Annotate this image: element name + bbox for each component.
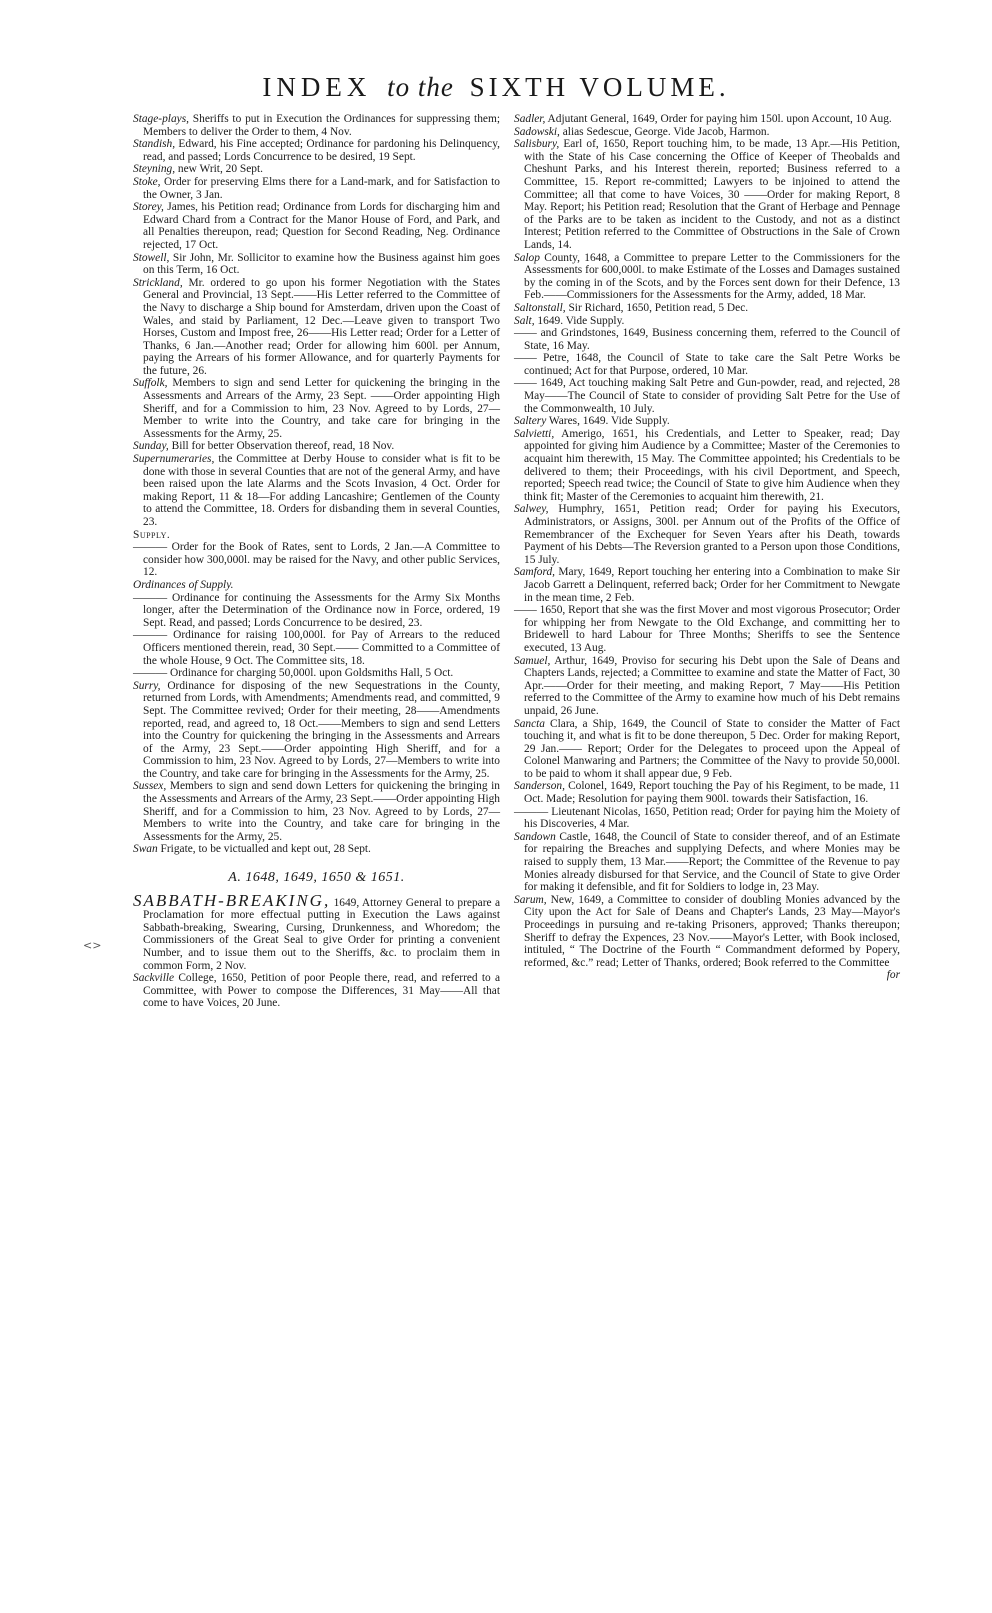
left-column: [133, 113, 500, 1010]
index-entry: [514, 806, 900, 831]
right-entries: [514, 113, 900, 969]
index-entry: [514, 327, 900, 352]
ordinance-entry: ——— Ordinance for charging 50,000l. upon Goldsmiths Hall, 5 Oct.: [133, 667, 454, 680]
entry-text: new Writ, 20 Sept.: [175, 163, 263, 176]
entry-keyword: Salop: [514, 251, 540, 264]
entry-text: Mary, 1649, Report touching her entering into a Combination to make Sir Jacob Garrett a Delinquent, referred back; Order for her Commitment to Newgate in the mean time, 2 Feb.: [524, 566, 900, 604]
right-column: [514, 113, 900, 982]
index-entry: [133, 377, 500, 440]
entry-keyword: Sackville: [133, 972, 175, 985]
entry-keyword: Steyning,: [133, 163, 176, 176]
entry-text: College, 1650, Petition of poor People there, read, and referred to a Committee, with Power to compose the Differences, 31 May——All that come to have Voices, 20 June.: [143, 972, 500, 1010]
entry-keyword: Salwey,: [514, 503, 549, 516]
index-entry: [514, 655, 900, 718]
entry-keyword: Sadowski,: [514, 125, 560, 138]
entry-text: Members to sign and send down Letters for quickening the bringing in the Assessments and Arrears of the Army, 23 Sept.——Order appointing High Sheriff, and for a Commission to him, 23 Nov. Agreed to by Lords, 27—Members to write into the Country, and take care for bringing in the Assessments for the Army, 25.: [143, 780, 500, 843]
index-entry: [514, 718, 900, 781]
entry-keyword: Samford,: [514, 566, 556, 579]
entry-text: County, 1648, a Committee to prepare Letter to the Commissioners for the Assessments for 600,000l. to make Estimate of the Losses and Damages sustained by the coming in of the Scots, and by the Forces sent down for their Defence, 13 Feb.——Commissioners for the Assessments for the Army, added, 18 Mar.: [524, 251, 900, 302]
entry-keyword: Saltonstall,: [514, 301, 566, 314]
index-entry: [514, 302, 900, 315]
entry-text: alias Sedescue, George. Vide Jacob, Harmon.: [559, 125, 770, 138]
entry-text: Mr. ordered to go upon his former Negotiation with the States General and Provincial, 13 Sept.——His Letter referred to the Committee of the Navy to discharge a Ship bound for Amsterdam, driven upon the Coast of Wales, and staid by Parliament, 12 Dec.—Leave given to transport Two Horses, Custom and Impost free, 26——His Letter read; Order for a Letter of Thanks, 6 Jan.—Another read; Order for allowing him 600l. per Annum, paying the Arrears of his former Allowance, and for quarterly Payments for the future, 26.: [143, 276, 500, 377]
header-index-word: INDEX: [262, 72, 372, 102]
index-entry: [133, 252, 500, 277]
entry-keyword: Sandown: [514, 830, 556, 843]
entry-text: Sir John, Mr. Sollicitor to examine how the Business against him goes on this Term, 16 Oct.: [143, 251, 500, 277]
entry-keyword: Stage-plays,: [133, 113, 189, 125]
index-entry: [133, 440, 500, 453]
page-header: [0, 72, 992, 103]
entry-text: Colonel, 1649, Report touching the Pay of his Regiment, to be made, 11 Oct. Made; Resolution for paying them 900l. towards their Satisfaction, 16.: [524, 780, 900, 806]
entry-keyword: Salisbury,: [514, 138, 560, 151]
entry-text: Clara, a Ship, 1649, the Council of State to consider the Matter of Fact touching it, and what is fit to be done thereupon, 5 Dec. Order for making Report, 29 Jan.—— Report; Order for the Delegates to proceed upon the Appeal of Colonel Manwaring and Partners; the Committee of the Navy to provide 50,000l. to be paid to whom it shall appear due, 9 Feb.: [524, 717, 900, 780]
sabbath-keyword: SABBATH-BREAKING,: [133, 890, 331, 910]
entry-text: Arthur, 1649, Proviso for securing his Debt upon the Sale of Deans and Chapters Lands, rejected; a Committee to examine and state the Matter of Fact, 30 Apr.——Order for their meeting, and making Report, 7 May——His Petition referred to the Committee of the Army to examine how much of his Debt remains unpaid, 26 June.: [524, 654, 900, 717]
entry-keyword: Salvietti,: [514, 427, 555, 440]
entry-text: Order for preserving Elms there for a Land-mark, and for Satisfaction to the Owner, 3 Jan.: [143, 175, 500, 201]
entry-text: Castle, 1648, the Council of State to consider thereof, and of an Estimate for repairing the Breaches and supplying Defects, and where Monies may be raised to supply them, 13 Mar.——Report; the Committee of the Revenue to pay Monies already disbursed for that Service, and the Council of State to give Order for making it defensible, and fit for Soldiers to lodge in, 23 May.: [524, 830, 900, 894]
index-entry: [514, 604, 900, 654]
entry-keyword: Sadler,: [514, 113, 546, 125]
index-entry: [133, 138, 500, 163]
entry-text: —— and Grindstones, 1649, Business concerning them, referred to the Council of State, 16 May.: [514, 327, 900, 352]
entry-text: ——— Lieutenant Nicolas, 1650, Petition read; Order for paying him the Moiety of his Discoveries, 4 Mar.: [514, 805, 900, 831]
entry-text: Adjutant General, 1649, Order for paying him 150l. upon Account, 10 Aug.: [545, 113, 892, 125]
ordinances-heading: Ordinances of Supply.: [133, 578, 234, 591]
entry-keyword: Strickland,: [133, 276, 183, 289]
index-entry: [514, 428, 900, 504]
left-entries-3: [133, 972, 500, 1010]
entry-text: Sheriffs to put in Execution the Ordinances for suppressing them; Members to deliver the Order to them, 4 Nov.: [143, 113, 500, 138]
entry-text: Ordinance for disposing of the new Sequestrations in the County, returned from Lords, with Amendments; Amendments read, and committed, 9 Sept. The Committee revived; Order for their meeting, 28——Amendments reported, read, and agreed to, 18 Oct.——Members to sign and send Letters into the Country for quickening the bringing in the Assessments and Arrears of the Army, 23 Sept.——Order appointing High Sheriff, and for a Commission to him, 23 Nov. Agreed to by Lords, 27—Members to write into the Country, and take care for bringing in the Assessments for the Army, 25.: [143, 679, 500, 780]
supply-entry: ——— Order for the Book of Rates, sent to Lords, 2 Jan.—A Committee to consider how 300,000l. may be raised for the Navy, and other public Services, 12.: [133, 541, 500, 579]
entry-text: Edward, his Fine accepted; Ordinance for pardoning his Delinquency, read, and passed; Lords Concurrence to be desired, 19 Sept.: [143, 138, 500, 163]
entry-keyword: Sarum,: [514, 893, 547, 906]
index-entry: [514, 126, 900, 139]
entry-text: —— 1650, Report that she was the first Mover and most vigorous Prosecutor; Order for whipping her from Newgate to the Old Exchange, and committing her to Bridewell to hard Labour for Three Months; Sheriffs to see the Sentence executed, 13 Aug.: [514, 604, 900, 654]
sabbath-entry: [133, 890, 500, 973]
index-entry: [514, 831, 900, 894]
entry-text: Humphry, 1651, Petition read; Order for paying his Executors, Administrators, or Assigns, 300l. per Annum out of the Profits of the Office of Remembrancer of the Exchequer for Seven Years after his Death, towards Payment of his Debts—The Reversion granted to a Person upon those Conditions, 15 July.: [524, 503, 900, 566]
index-entry: [514, 138, 900, 251]
entry-text: Sir Richard, 1650, Petition read, 5 Dec.: [565, 301, 749, 314]
left-entries-2: [133, 680, 500, 856]
entry-keyword: Storey,: [133, 201, 164, 214]
entry-keyword: Samuel,: [514, 654, 551, 667]
index-entry: [514, 315, 900, 328]
entry-keyword: Sussex,: [133, 780, 167, 793]
entry-text: Wares, 1649. Vide Supply.: [546, 415, 670, 428]
entry-text: Bill for better Observation thereof, read, 18 Nov.: [168, 440, 395, 453]
entry-text: Members to sign and send Letter for quickening the bringing in the Assessments and Arrears of the Army, 23 Sept. ——Order appointing High Sheriff, and for a Commission to him, 23 Nov. Agreed to by Lords, 27—Member to write into the Country, and take care for bringing in the Assessments for the Army, 25.: [143, 377, 500, 440]
index-entry: [514, 415, 900, 428]
entry-keyword: Salt,: [514, 314, 535, 327]
entry-text: Frigate, to be victualled and kept out, 28 Sept.: [157, 843, 371, 856]
index-entry: [133, 277, 500, 378]
index-entry: [514, 352, 900, 377]
entry-keyword: Sunday,: [133, 440, 169, 453]
entry-text: James, his Petition read; Ordinance from Lords for discharging him and Edward Chard from a Contract for the Manor House of Ford, and Park, and all Penalties thereupon, read; Question for Second Reading, Neg. Ordinance rejected, 17 Oct.: [143, 201, 500, 251]
margin-mark: <>: [83, 939, 102, 952]
index-entry: [514, 566, 900, 604]
left-entries: [133, 113, 500, 529]
index-entry: [133, 201, 500, 251]
index-entry: [514, 780, 900, 805]
entry-text: New, 1649, a Committee to consider of doubling Monies advanced by the City upon the Act for Sale of Deans and Chapter's Lands, 23 May—Mayor's Proceedings in pursuing and re-taking Prisoners, approved; Thanks thereupon; Sheriff to defray the Expences, 23 Nov.——Mayor's Letter, with Book inclosed, intituled, “ The Doctrine of the Fourth “ Commandment deformed by Popery, reformed, &c.” read; Letter of Thanks, ordered; Book referred to the Committee: [524, 893, 900, 969]
header-sixth-volume: SIXTH VOLUME.: [469, 72, 730, 102]
index-entry: [133, 453, 500, 529]
index-entry: [514, 252, 900, 302]
year-heading: A. 1648, 1649, 1650 & 1651.: [228, 870, 405, 886]
index-entry: [514, 377, 900, 415]
index-entry: [133, 680, 500, 781]
entry-keyword: Swan: [133, 843, 158, 856]
index-entry: [133, 972, 500, 1010]
entry-keyword: Saltery: [514, 415, 547, 428]
entry-keyword: Suffolk,: [133, 377, 168, 390]
entry-keyword: Sanderson,: [514, 780, 565, 793]
index-entry: [514, 894, 900, 970]
entry-text: Earl of, 1650, Report touching him, to be made, 13 Apr.—His Petition, with the State of his Case concerning the Office of Keeper of Theobalds and Cheshunt Parks, and his Interest therein, reported; Business referred to a Committee, 15. Report re-committed; Lawyers to be injoined to attend the Committee; all that come to have Voices, 30 ——Order for making Report, 8 May. Report; his Petition read; Resolution that the Grant of Herbage and Pennage of the Parks are to be taken as incident to the Custody, and not as a distinct Interest; Petition referred to the Committee of Obstructions in the Sale of Crown Lands, 14.: [524, 138, 900, 251]
entry-text: the Committee at Derby House to consider what is fit to be done with those in several Counties that are not of the general Army, and have been raised upon the late Alarms and the Scots Invasion, 4 Oct. Order for making Report, 11 & 18—For adding Lancashire; Gentlemen of the County to attend the Committee, 18. Orders for disbanding them in several Counties, 23.: [143, 453, 500, 528]
catchword: for: [886, 969, 900, 982]
header-to-the: to the: [387, 72, 454, 102]
entry-keyword: Surry,: [133, 679, 161, 692]
index-entry: [133, 176, 500, 201]
entry-keyword: Standish,: [133, 138, 176, 151]
ordinance-entry: ——— Ordinance for continuing the Assessments for the Army Six Months longer, after the Determination of the Ordinance now in Force, ordered, 19 Sept. Read, and passed; Lords Concurrence to be desired, 23.: [133, 591, 500, 629]
sabbath-text: 1649, Attorney General to prepare a Proclamation for more effectual putting in Execution the Laws against Sabbath-breaking, Swearing, Cursing, Drunkenness, and Whoredom; the Commissioners of the Great Seal to give Order for printing a convenient Number, and to issue them out to the Sheriffs, &c. to proclaim them in common Form, 2 Nov.: [143, 896, 500, 972]
index-entry: [514, 113, 900, 126]
entry-text: —— Petre, 1648, the Council of State to take care the Salt Petre Works be continued; Act for that Purpose, ordered, 10 Mar.: [514, 352, 900, 377]
index-entry: [133, 780, 500, 843]
entry-keyword: Supernumeraries,: [133, 453, 215, 466]
entry-keyword: Stoke,: [133, 175, 161, 188]
entry-text: Amerigo, 1651, his Credentials, and Letter to Speaker, read; Day appointed for giving him Audience by a Committee; Master of the Ceremonies to acquaint him therewith, 15 May. The Committee appointed; his Credentials to be delivered to them; their Proceedings, with his civil Deportment, and Speech, reported; Speech read twice; the Council of State to give him Audience when they think fit; Master of the Ceremonies to acquaint him therewith, 21.: [524, 427, 900, 503]
index-entry: [133, 163, 500, 176]
entry-keyword: Sancta: [514, 717, 546, 730]
index-entry: [133, 843, 500, 856]
entry-text: —— 1649, Act touching making Salt Petre and Gun-powder, read, and rejected, 28 May——The Council of State to consider of providing Salt Petre for the Use of the Commonwealth, 10 July.: [514, 377, 900, 415]
index-entry: [133, 113, 500, 138]
entry-text: 1649. Vide Supply.: [534, 314, 625, 327]
supply-heading: Supply.: [133, 528, 171, 541]
ordinance-entry: ——— Ordinance for raising 100,000l. for Pay of Arrears to the reduced Officers mentioned therein, read, 30 Sept.—— Committed to a Committee of the whole House, 9 Oct. The Committee sits, 18.: [133, 629, 500, 667]
entry-keyword: Stowell,: [133, 251, 170, 264]
index-entry: [514, 503, 900, 566]
